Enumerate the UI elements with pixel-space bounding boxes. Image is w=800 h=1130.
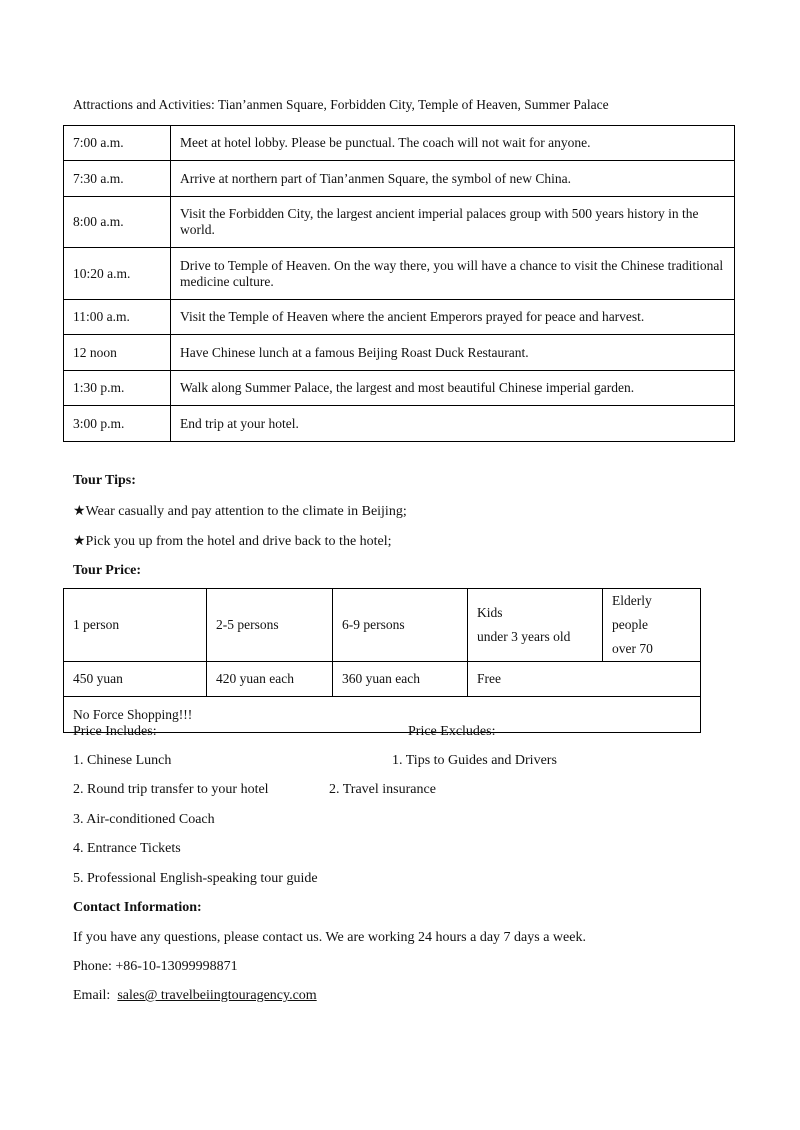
- price-cell: Free: [468, 662, 701, 697]
- time-cell: 10:20 a.m.: [64, 248, 171, 300]
- price-table: [63, 588, 701, 733]
- attractions-line: Attractions and Activities: Tian’anmen Square, Forbidden City, Temple of Heaven, Summer Palace: [73, 97, 609, 112]
- activity-cell: End trip at your hotel.: [171, 406, 735, 442]
- table-row: [64, 248, 735, 300]
- contact-heading: Contact Information:: [73, 900, 202, 915]
- price-cell: 360 yuan each: [333, 662, 468, 697]
- price-header-cell: 6-9 persons: [333, 589, 468, 662]
- price-cell: 420 yuan each: [207, 662, 333, 697]
- excludes-item: 1. Tips to Guides and Drivers: [392, 753, 557, 768]
- includes-item: 5. Professional English-speaking tour guide: [73, 871, 318, 886]
- email-link[interactable]: sales@ travelbeiingtouragency.com: [117, 988, 317, 1003]
- includes-item: 4. Entrance Tickets: [73, 841, 181, 856]
- table-row: [64, 335, 735, 371]
- price-header-cell: Kids under 3 years old: [468, 589, 603, 662]
- price-header-cell: 2-5 persons: [207, 589, 333, 662]
- activity-cell: Visit the Temple of Heaven where the ancient Emperors prayed for peace and harvest.: [171, 300, 735, 335]
- includes-item: 2. Round trip transfer to your hotel: [73, 782, 269, 797]
- activity-cell: Have Chinese lunch at a famous Beijing Roast Duck Restaurant.: [171, 335, 735, 371]
- price-cell: 450 yuan: [64, 662, 207, 697]
- table-row: [64, 589, 701, 662]
- phone-number: Phone: +86-10-13099998871: [73, 959, 238, 974]
- table-row: [64, 406, 735, 442]
- time-cell: 11:00 a.m.: [64, 300, 171, 335]
- table-row: [64, 161, 735, 197]
- table-row: [64, 662, 701, 697]
- tour-tips-heading: Tour Tips:: [73, 473, 136, 488]
- email-line: [73, 988, 317, 1004]
- activity-cell: Drive to Temple of Heaven. On the way there, you will have a chance to visit the Chinese traditional medicine culture.: [171, 248, 735, 300]
- price-excludes-heading: Price Excludes:: [408, 724, 496, 739]
- shopping-note: No Force Shopping!!!: [64, 697, 701, 733]
- time-cell: 3:00 p.m.: [64, 406, 171, 442]
- activity-cell: Arrive at northern part of Tian’anmen Square, the symbol of new China.: [171, 161, 735, 197]
- tip-item: ★Wear casually and pay attention to the climate in Beijing;: [73, 504, 407, 519]
- time-cell: 1:30 p.m.: [64, 371, 171, 406]
- price-header-cell: 1 person: [64, 589, 207, 662]
- activity-cell: Visit the Forbidden City, the largest ancient imperial palaces group with 500 years history in the world.: [171, 197, 735, 248]
- time-cell: 7:00 a.m.: [64, 126, 171, 161]
- time-cell: 8:00 a.m.: [64, 197, 171, 248]
- table-row: [64, 126, 735, 161]
- table-row: [64, 371, 735, 406]
- time-cell: 12 noon: [64, 335, 171, 371]
- excludes-item: 2. Travel insurance: [329, 782, 436, 797]
- price-includes-heading: Price Includes:: [73, 724, 157, 739]
- table-row: [64, 300, 735, 335]
- time-cell: 7:30 a.m.: [64, 161, 171, 197]
- activity-cell: Walk along Summer Palace, the largest and most beautiful Chinese imperial garden.: [171, 371, 735, 406]
- includes-item: 1. Chinese Lunch: [73, 753, 172, 768]
- activity-cell: Meet at hotel lobby. Please be punctual. The coach will not wait for anyone.: [171, 126, 735, 161]
- tip-item: ★Pick you up from the hotel and drive back to the hotel;: [73, 534, 392, 549]
- table-row: [64, 197, 735, 248]
- table-row: [64, 697, 701, 733]
- tour-price-heading: Tour Price:: [73, 563, 142, 578]
- price-header-cell: Elderly people over 70: [603, 589, 701, 662]
- includes-item: 3. Air-conditioned Coach: [73, 812, 215, 827]
- email-label: Email:: [73, 988, 111, 1003]
- contact-text: If you have any questions, please contact us. We are working 24 hours a day 7 days a week.: [73, 930, 586, 945]
- schedule-table: [63, 125, 735, 442]
